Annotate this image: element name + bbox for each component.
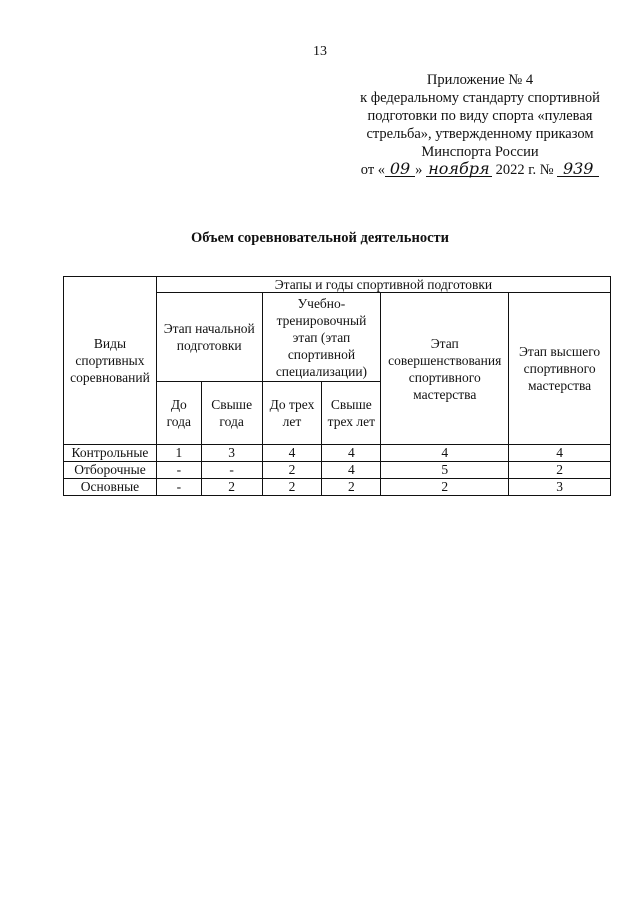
table-cell: 2	[509, 462, 611, 479]
handwritten-order-number: 939	[557, 161, 599, 177]
appendix-line: Минспорта России	[421, 144, 539, 160]
appendix-header	[330, 71, 630, 179]
header-up-to-year: До года	[156, 382, 201, 445]
header-stage-training: Учебно-тренировочный этап (этап спортивной специализации)	[262, 293, 381, 382]
header-stage-improvement: Этап совершенствования спортивного мастерства	[381, 293, 509, 445]
document-title: Объем соревновательной деятельности	[191, 230, 449, 246]
handwritten-month: ноября	[426, 161, 492, 177]
table-cell: 4	[322, 462, 381, 479]
date-quote-close: »	[415, 162, 423, 178]
table-row-control	[64, 445, 611, 462]
table-row-main	[64, 479, 611, 496]
header-row-group	[64, 277, 611, 293]
header-up-to-three-years: До трех лет	[262, 382, 322, 445]
page-number: 13	[313, 44, 327, 59]
header-stages-group: Этапы и годы спортивной подготовки	[156, 277, 610, 293]
row-label: Контрольные	[64, 445, 157, 462]
header-stage-initial: Этап начальной подготовки	[156, 293, 262, 382]
table-cell: 4	[322, 445, 381, 462]
header-over-three-years: Свыше трех лет	[322, 382, 381, 445]
order-date-line	[330, 161, 630, 179]
table-cell: 2	[262, 479, 322, 496]
row-label: Отборочные	[64, 462, 157, 479]
table-cell: -	[201, 462, 262, 479]
table-cell: -	[156, 462, 201, 479]
handwritten-day: 09	[385, 161, 415, 177]
table-cell: 1	[156, 445, 201, 462]
table-cell: 4	[262, 445, 322, 462]
header-competition-types: Виды спортивных соревнований	[64, 277, 157, 445]
row-label: Основные	[64, 479, 157, 496]
appendix-line: Приложение № 4	[426, 72, 534, 88]
header-over-year: Свыше года	[201, 382, 262, 445]
table-cell: 2	[201, 479, 262, 496]
appendix-line: к федеральному стандарту спортивной	[360, 90, 600, 106]
table-cell: 2	[322, 479, 381, 496]
appendix-line: стрельба», утвержденному приказом	[366, 126, 594, 142]
appendix-line: подготовки по виду спорта «пулевая	[367, 108, 593, 124]
date-year: 2022 г. №	[495, 162, 554, 178]
header-stage-highest: Этап высшего спортивного мастерства	[509, 293, 611, 445]
table-cell: 3	[201, 445, 262, 462]
table-cell: 5	[381, 462, 509, 479]
table-cell: 3	[509, 479, 611, 496]
competition-volume-table	[63, 276, 611, 496]
table-cell: -	[156, 479, 201, 496]
table-row-qualifying	[64, 462, 611, 479]
table-cell: 4	[509, 445, 611, 462]
table-cell: 4	[381, 445, 509, 462]
table-cell: 2	[262, 462, 322, 479]
date-prefix: от «	[360, 162, 386, 178]
table-cell: 2	[381, 479, 509, 496]
